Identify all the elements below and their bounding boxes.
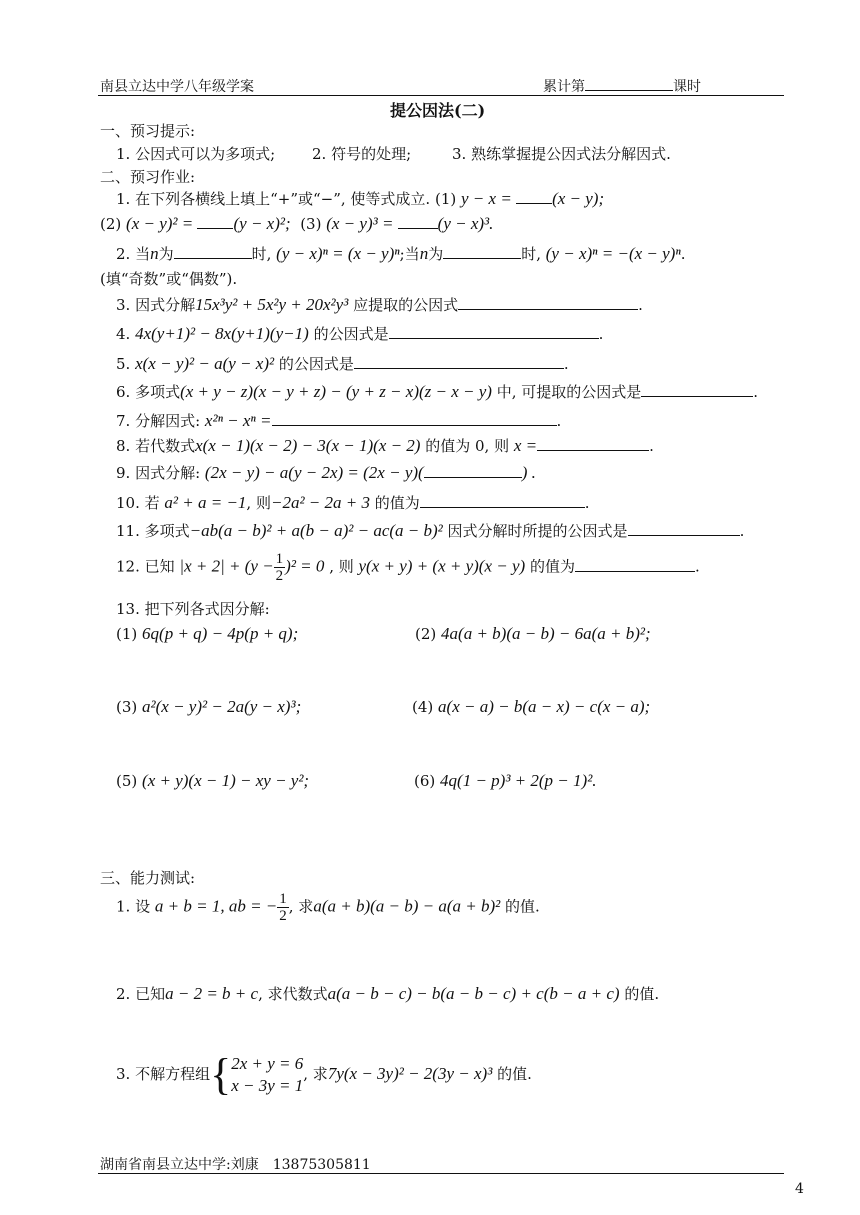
sec1-item-1: 1. 公因式可以为多项式; — [116, 145, 276, 163]
q13-item-1 — [116, 624, 298, 644]
sec3-heading: 三、能力测试: — [100, 869, 196, 887]
q5-b: 的公因式是 — [278, 355, 354, 373]
q4-c: . — [598, 325, 604, 343]
q12-frac-num: 1 — [275, 551, 284, 567]
header-right-a: 累计第 — [543, 79, 585, 95]
q10-b: , 则 — [246, 494, 271, 512]
header-rule — [98, 95, 784, 96]
s3q3-b: , 求 — [303, 1065, 328, 1083]
q13-item-1-expr: 6q(p + q) − 4p(p + q); — [142, 624, 299, 643]
q1-expr2-right: (y − x)²; — [233, 214, 291, 233]
q5-c: . — [563, 355, 569, 373]
q8-b: 的值为 0, 则 — [425, 437, 510, 455]
header-blank — [585, 76, 673, 91]
sec1-heading: 一、预习提示: — [100, 122, 196, 140]
q7-expr: x²ⁿ − xⁿ = — [204, 411, 272, 430]
q9-blank — [424, 463, 522, 478]
q1-part1-label: (1) — [434, 190, 457, 208]
q8-blank — [537, 436, 649, 451]
q12-expr3: y(x + y) + (x + y)(x − y) — [358, 556, 526, 576]
q2-blank-2 — [443, 244, 521, 259]
q6-expr: (x + y − z)(x − y + z) − (y + z − x)(z − x − y) — [180, 382, 492, 401]
q1-line — [116, 188, 604, 209]
q4-expr: 4x(y+1)² − 8x(y+1)(y−1) — [135, 324, 309, 343]
q13-heading: 13. 把下列各式因分解: — [116, 600, 270, 618]
q13-item-6 — [414, 771, 597, 791]
q10-blank — [420, 493, 585, 508]
s3q3-system — [231, 1053, 303, 1097]
q11-expr: −ab(a − b)² + a(b − a)² − ac(a − b)² — [189, 521, 443, 540]
s3q3-eq2: x − 3y = 1 — [231, 1076, 304, 1095]
q13-item-2 — [415, 624, 651, 644]
q13-item-2-label: (2) — [415, 625, 437, 643]
q2-expr2: (y − x)ⁿ = −(x − y)ⁿ — [545, 244, 681, 263]
s3q2-c: 的值. — [624, 985, 660, 1003]
s3q3-expr: 7y(x − 3y)² − 2(3y − x)³ — [327, 1064, 493, 1083]
q12-blank — [575, 557, 695, 572]
q13-item-4-label: (4) — [412, 698, 434, 716]
q2-expr1: (y − x)ⁿ = (x − y)ⁿ — [276, 244, 400, 263]
q12-expr2: )² = 0 — [285, 556, 325, 576]
q2-blank-1 — [174, 244, 252, 259]
q9-expr: (2x − y) − a(y − 2x) = (2x − y)( — [204, 463, 424, 482]
q13-item-4 — [412, 697, 650, 717]
q8-c: . — [649, 437, 654, 455]
q12-b: , 则 — [329, 557, 354, 576]
q8-a: 8. 若代数式 — [116, 437, 196, 455]
q2-e: 为 — [428, 245, 444, 263]
q10-a: 10. 若 — [116, 494, 160, 512]
q2-n: n — [150, 244, 159, 263]
q8-x: x = — [513, 436, 538, 455]
q12-a: 12. 已知 — [116, 557, 175, 576]
q12-line — [116, 551, 700, 584]
q12-frac-den: 2 — [275, 568, 284, 584]
q7-a: 7. 分解因式: — [116, 412, 201, 430]
q4-b: 的公因式是 — [313, 325, 389, 343]
q1-expr2-left: (x − y)² = — [126, 214, 198, 233]
q1-text: 1. 在下列各横线上填上“+”或“−”, 使等式成立. — [116, 190, 431, 208]
s3q1-fraction — [277, 891, 289, 924]
q3-blank — [458, 295, 638, 310]
sec2-heading: 二、预习作业: — [100, 168, 196, 186]
s3q3-c: 的值. — [497, 1065, 532, 1083]
q1-blank-2 — [197, 214, 233, 229]
q5-line — [116, 353, 569, 374]
q13-item-5 — [116, 771, 309, 791]
q13-item-1-label: (1) — [116, 625, 138, 643]
q3-a: 3. 因式分解 — [116, 296, 196, 314]
sec1-item-2: 2. 符号的处理; — [312, 145, 412, 163]
q2-f: 时, — [521, 245, 541, 263]
q11-line — [116, 520, 744, 541]
q5-expr: x(x − y)² − a(y − x)² — [135, 354, 275, 373]
q12-c: 的值为 — [529, 557, 575, 576]
s3q2-expr2: a(a − b − c) − b(a − b − c) + c(b − a + c) — [327, 984, 620, 1003]
q5-blank — [354, 354, 564, 369]
s3q1-frac-den: 2 — [279, 908, 287, 924]
q2-g: . — [680, 245, 686, 263]
q13-item-4-expr: a(x − a) − b(a − x) − c(x − a); — [438, 697, 651, 716]
q1-blank-3 — [398, 214, 438, 229]
q1-expr3-right: (y − x)³. — [437, 214, 494, 233]
s3q3-eq1: 2x + y = 6 — [231, 1054, 304, 1073]
q1-expr3-left: (x − y)³ = — [326, 214, 398, 233]
q6-line — [116, 381, 758, 402]
q3-c: . — [638, 296, 643, 314]
q6-blank — [641, 382, 753, 397]
q2-c: 时, — [251, 245, 272, 263]
q1-blank-1 — [516, 189, 552, 204]
header-right — [543, 76, 701, 96]
footer: 湖南省南县立达中学:刘康 13875305811 — [100, 1157, 371, 1173]
s3q3-brace: { — [210, 1050, 232, 1099]
q5-a: 5. — [116, 355, 131, 373]
q12-fraction — [274, 551, 286, 584]
s3q2-expr1: a − 2 = b + c — [165, 984, 259, 1003]
q13-item-6-label: (6) — [414, 772, 436, 790]
q6-c: . — [753, 383, 759, 401]
q1-line-2 — [100, 214, 493, 234]
q13-item-3-label: (3) — [116, 698, 138, 716]
s3q1-frac-num: 1 — [279, 891, 287, 907]
q3-line — [116, 294, 643, 315]
q1-part2-label: (2) — [100, 215, 122, 233]
q2-n-2: n — [419, 244, 429, 263]
s3q3-a: 3. 不解方程组 — [116, 1065, 211, 1083]
s3q2-line — [116, 983, 659, 1004]
q2-d: ;当 — [399, 245, 420, 263]
q9-line — [116, 462, 536, 483]
q10-d: . — [584, 494, 590, 512]
sec1-item-3: 3. 熟练掌握提公因式法分解因式. — [452, 145, 671, 163]
q7-blank — [272, 411, 557, 426]
s3q1-expr1: a + b = 1, ab = − — [154, 896, 278, 916]
q2-note: (填“奇数”或“偶数”). — [100, 270, 238, 288]
q8-line — [116, 435, 654, 456]
q10-c: 的值为 — [374, 494, 420, 512]
q3-b: 应提取的公因式 — [353, 296, 459, 314]
q12-expr1: |x + 2| + (y − — [179, 556, 274, 576]
q10-expr2: −2a² − 2a + 3 — [270, 493, 370, 512]
q2-line — [116, 243, 685, 264]
q7-c: . — [556, 412, 562, 430]
q13-item-6-expr: 4q(1 − p)³ + 2(p − 1)². — [440, 771, 597, 790]
q13-item-5-label: (5) — [116, 772, 138, 790]
q13-item-3 — [116, 697, 301, 717]
footer-rule — [98, 1173, 784, 1174]
q13-item-2-expr: 4a(a + b)(a − b) − 6a(a + b)²; — [441, 624, 651, 643]
s3q2-a: 2. 已知 — [116, 985, 166, 1003]
q6-b: 中, 可提取的公因式是 — [496, 383, 642, 401]
q11-c: . — [739, 522, 745, 540]
q12-d: . — [694, 557, 700, 576]
q7-line — [116, 410, 561, 431]
s3q1-line — [116, 891, 540, 924]
page-number: 4 — [795, 1181, 804, 1197]
s3q3-line — [116, 1050, 532, 1099]
header-left: 南县立达中学八年级学案 — [100, 79, 254, 95]
q2-a: 2. 当 — [116, 245, 151, 263]
q2-b: 为 — [158, 245, 174, 263]
q13-item-3-expr: a²(x − y)² − 2a(y − x)³; — [142, 697, 302, 716]
s3q1-b: , 求 — [288, 897, 314, 916]
q10-expr1: a² + a = −1 — [164, 493, 247, 512]
q4-line — [116, 323, 603, 344]
q11-b: 因式分解时所提的公因式是 — [447, 522, 628, 540]
q9-c: ) . — [521, 463, 536, 482]
s3q1-a: 1. 设 — [116, 897, 151, 916]
q4-a: 4. — [116, 325, 131, 343]
q1-expr1-right: (x − y); — [552, 189, 605, 208]
header-right-b: 课时 — [673, 79, 701, 95]
q11-blank — [628, 521, 740, 536]
q11-a: 11. 多项式 — [116, 522, 190, 540]
q4-blank — [389, 324, 599, 339]
q13-item-5-expr: (x + y)(x − 1) − xy − y²; — [142, 771, 310, 790]
q6-a: 6. 多项式 — [116, 383, 181, 401]
q10-line — [116, 492, 590, 513]
s3q2-b: , 求代数式 — [258, 985, 328, 1003]
q3-expr: 15x³y² + 5x²y + 20x²y³ — [195, 295, 349, 314]
s3q1-c: 的值. — [505, 897, 540, 916]
page-title: 提公因法(二) — [390, 101, 486, 120]
q9-a: 9. 因式分解: — [116, 464, 201, 482]
q1-part3-label: (3) — [300, 215, 322, 233]
q8-expr: x(x − 1)(x − 2) − 3(x − 1)(x − 2) — [195, 436, 421, 455]
q1-expr1-left: y − x = — [461, 189, 517, 208]
s3q1-expr2: a(a + b)(a − b) − a(a + b)² — [313, 896, 501, 916]
